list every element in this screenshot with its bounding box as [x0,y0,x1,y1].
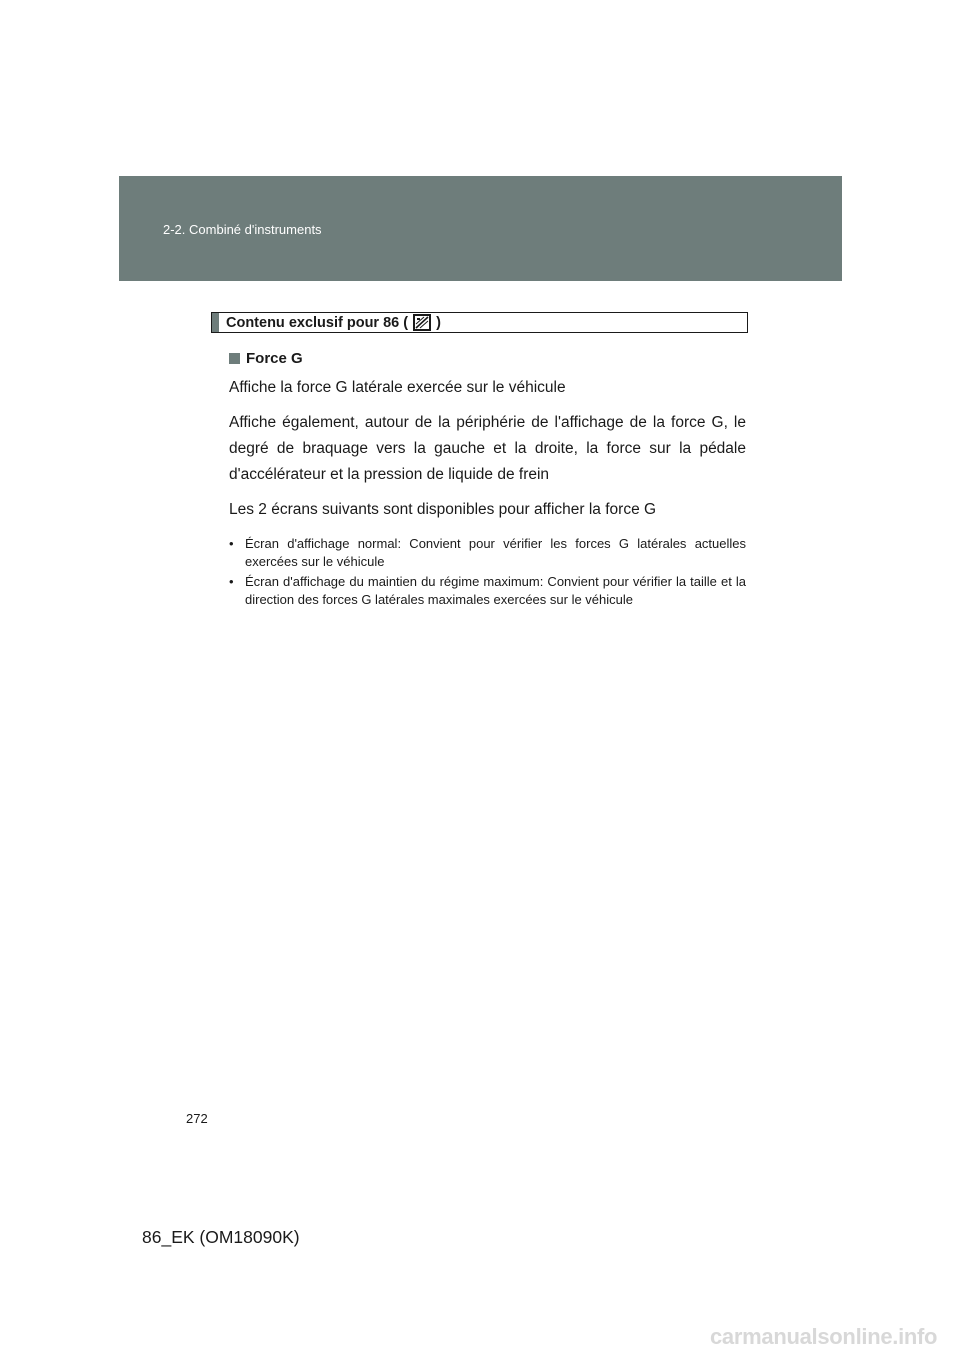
subhead-text: Force G [246,350,303,367]
paragraph: Affiche la force G latérale exercée sur le véhicule [229,379,566,396]
list-item [229,573,746,609]
list-item-text: Écran d'affichage normal: Convient pour vérifier les forces G latérales actuelles exercées sur le véhicule [245,536,746,569]
square-bullet-icon [229,353,240,364]
section-title [226,314,441,331]
list-item [229,535,746,571]
bullet-list [229,535,746,609]
section-title-text: Contenu exclusif pour 86 ( [226,314,409,331]
document-code: 86_EK (OM18090K) [142,1227,300,1247]
section-title-close: ) [436,314,441,331]
page-number: 272 [186,1111,208,1126]
model-86-icon [413,314,431,331]
subhead [229,350,746,367]
section-title-bar [212,313,219,332]
content [229,350,746,611]
watermark: carmanualsonline.info [710,1324,938,1349]
bullet-dot: • [229,574,234,589]
bullet-dot: • [229,536,234,551]
header-band [119,176,842,281]
paragraph: Affiche également, autour de la périphérie de l'affichage de la force G, le degré de braquage vers la gauche et la droite, la force sur la pédale d'accélérateur et la pression de liquide de frein [229,414,746,483]
section-label: 2-2. Combiné d'instruments [163,222,322,237]
section-title-box [211,312,748,333]
paragraph: Les 2 écrans suivants sont disponibles pour afficher la force G [229,501,657,518]
list-item-text: Écran d'affichage du maintien du régime maximum: Convient pour vérifier la taille et la direction des forces G latérales maximales exercées sur le véhicule [245,574,746,607]
